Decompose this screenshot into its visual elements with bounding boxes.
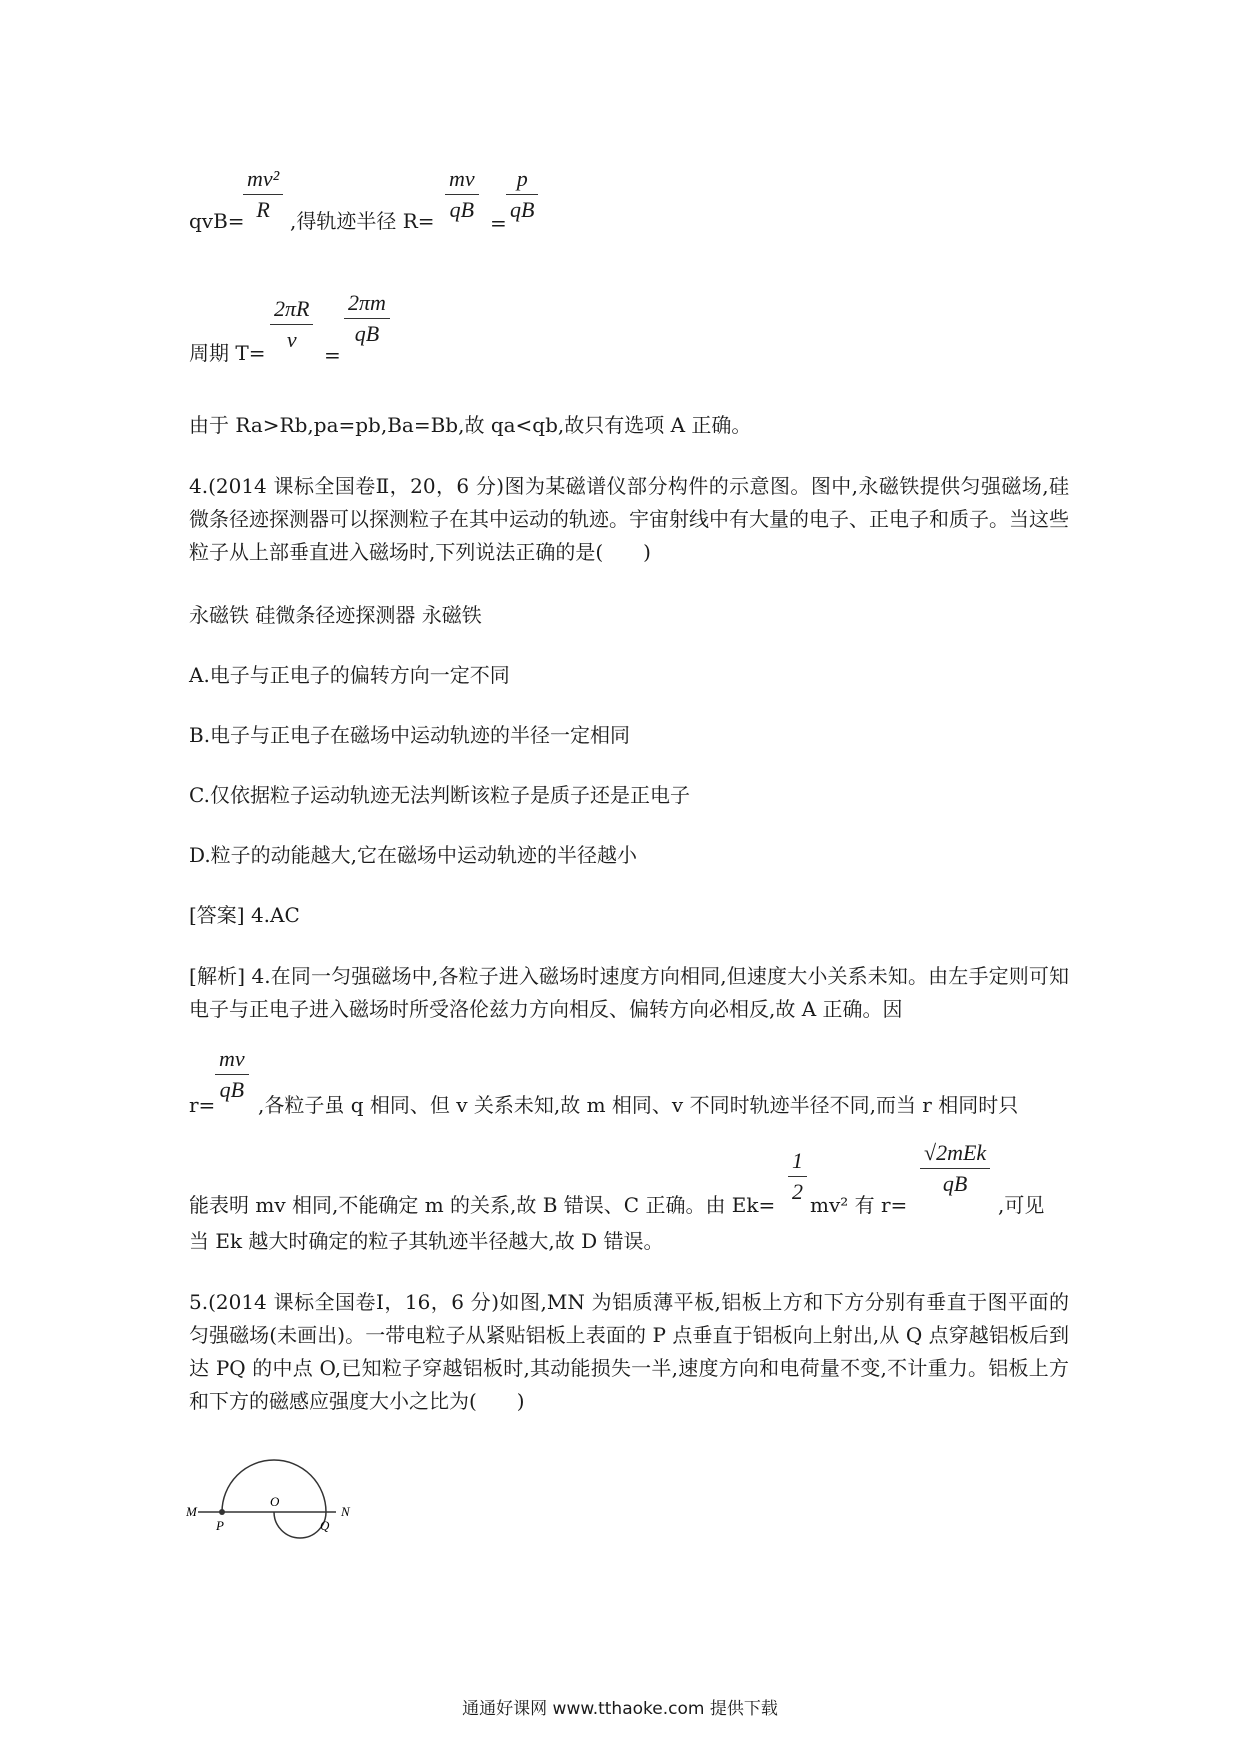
answer-4: [答案] 4.AC [189, 903, 300, 927]
analysis-4-part-4: 当 Ek 越大时确定的粒子其轨迹半径越大,故 D 错误。 [189, 1229, 664, 1253]
formula-line-2: 周期 T= [189, 341, 266, 365]
fraction-sqrt-2mek-over-qb: √2mEk qB [920, 1140, 990, 1197]
option-b: B.电子与正电子在磁场中运动轨迹的半径一定相同 [189, 723, 631, 747]
lower-arc [274, 1512, 326, 1538]
fraction-one-half: 1 2 [788, 1148, 807, 1205]
question-4-stem: 4.(2014 课标全国卷Ⅱ，20，6 分)图为某磁谱仪部分构件的示意图。图中,永磁铁提供匀强磁场,硅微条径迹探测器可以探测粒子在其中运动的轨迹。宇宙射线中有大量的电子、正电子和质子。当这些粒子从上部垂直进入磁场时,下列说法正确的是( ) [189, 474, 1069, 564]
point-p-dot [219, 1509, 225, 1515]
label-m: M [186, 1504, 197, 1519]
equals-sign: = [324, 343, 341, 367]
fraction-2pim-over-qb: 2πm qB [344, 290, 390, 347]
option-c: C.仅依据粒子运动轨迹无法判断该粒子是质子还是正电子 [189, 783, 690, 807]
formula-prefix: qvB= [189, 209, 245, 233]
analysis-4-part-3b: mv² 有 r= [810, 1193, 908, 1217]
fraction-p-over-qb: p qB [506, 166, 538, 223]
analysis-4-part-3a: 能表明 mv 相同,不能确定 m 的关系,故 B 错误、C 正确。由 Ek= [189, 1193, 776, 1217]
analysis-r-prefix: r= [189, 1093, 216, 1117]
fraction-mv2-over-r: mv² R [243, 166, 283, 223]
label-p: P [216, 1518, 224, 1533]
conclusion-line: 由于 Ra>Rb,pa=pb,Ba=Bb,故 qa<qb,故只有选项 A 正确。 [189, 413, 752, 437]
label-o: O [270, 1494, 280, 1509]
label-q: Q [320, 1518, 330, 1533]
fraction-2pir-over-v: 2πR v [270, 296, 313, 353]
analysis-4-part-2: ,各粒子虽 q 相同、但 v 关系未知,故 m 相同、v 不同时轨迹半径不同,而当 r 相同时只 [258, 1093, 1019, 1117]
question-5-stem: 5.(2014 课标全国卷Ⅰ，16，6 分)如图,MN 为铝质薄平板,铝板上方和下方分别有垂直于图平面的匀强磁场(未画出)。一带电粒子从紧贴铝板上表面的 P 点垂直于铝板向上射出,从 Q 点穿越铝板后到达 PQ 的中点 O,已知粒子穿越铝板时,其动能损失一半,速度方向和电荷量不变,不计重力。铝板上方和下方的磁感应强度大小之比为( ) [189, 1290, 1069, 1413]
option-a: A.电子与正电子的偏转方向一定不同 [189, 663, 510, 687]
analysis-4-part-3c: ,可见 [998, 1193, 1045, 1217]
question-4-figure-label: 永磁铁 硅微条径迹探测器 永磁铁 [189, 603, 482, 627]
formula-line-1 [189, 206, 245, 236]
formula-middle: ,得轨迹半径 R= [290, 209, 435, 233]
mn-plate-diagram [186, 1450, 376, 1560]
footer-credit: 通通好课网 www.tthaoke.com 提供下载 [462, 1699, 778, 1719]
label-n: N [341, 1504, 350, 1519]
fraction-mv-over-qb-2: mv qB [215, 1046, 249, 1103]
analysis-4-part-1: [解析] 4.在同一匀强磁场中,各粒子进入磁场时速度方向相同,但速度大小关系未知。由左手定则可知电子与正电子进入磁场时所受洛伦兹力方向相反、偏转方向必相反,故 A 正确。因 [189, 964, 1069, 1021]
fraction-mv-over-qb: mv qB [445, 166, 479, 223]
equals-sign: = [490, 211, 507, 235]
option-d: D.粒子的动能越大,它在磁场中运动轨迹的半径越小 [189, 843, 638, 867]
